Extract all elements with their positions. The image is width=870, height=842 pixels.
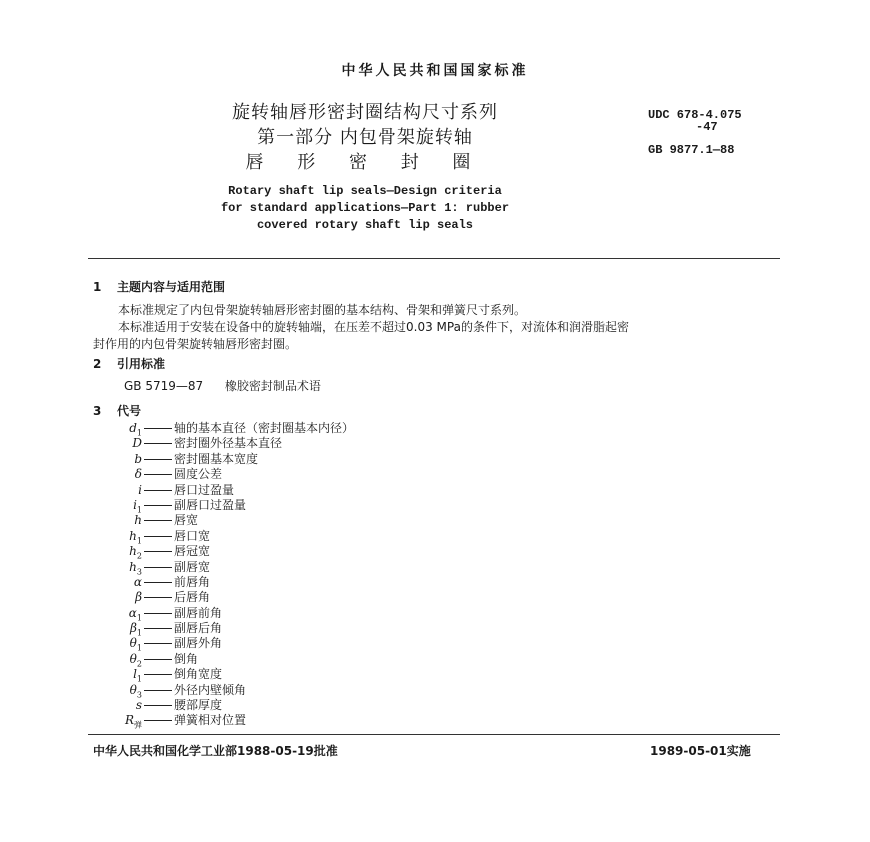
- symbol-desc: 外径内壁倾角: [174, 682, 247, 697]
- symbol: $h_3$: [129, 559, 142, 576]
- symbol-desc: 唇冠宽: [174, 544, 211, 559]
- symbol-row: [98, 667, 354, 682]
- symbol-desc: 副唇前角: [174, 605, 223, 620]
- udc-line-1: UDC 678-4.075: [648, 108, 742, 122]
- section-title: 引用标准: [117, 357, 166, 371]
- section-title: 代号: [117, 404, 142, 418]
- section-2-heading: [93, 355, 165, 372]
- section-number: 3: [93, 404, 102, 418]
- symbol-desc: 副唇后角: [174, 621, 223, 636]
- dash: [144, 613, 172, 614]
- symbol-desc: 密封圈基本宽度: [174, 451, 259, 466]
- dash: [144, 705, 172, 706]
- dash: [144, 520, 172, 521]
- document-title: [150, 100, 580, 175]
- symbol-row: [98, 713, 354, 728]
- footer-divider: [88, 734, 780, 735]
- symbol-desc: 唇口宽: [174, 528, 211, 543]
- dash: [144, 690, 172, 691]
- symbol: $l_1$: [133, 667, 142, 684]
- dash: [144, 474, 172, 475]
- symbol: α: [133, 574, 142, 589]
- symbol: $h_1$: [129, 528, 142, 546]
- symbol-row: [98, 452, 354, 467]
- symbol: $\theta_1$: [129, 636, 142, 653]
- symbol: $d_1$: [129, 421, 142, 438]
- dash: [144, 505, 172, 506]
- symbol: $R_弹$: [124, 713, 142, 730]
- symbol-row: [98, 560, 354, 575]
- section-number: 2: [93, 357, 102, 371]
- symbol-desc: 副唇口过盈量: [174, 497, 247, 512]
- reference-title: 橡胶密封制品术语: [224, 379, 321, 393]
- symbol: D: [132, 436, 142, 451]
- reference-code: GB 5719—87: [124, 379, 204, 393]
- dash: [144, 643, 172, 644]
- symbol-row: [98, 575, 354, 590]
- symbol: b: [134, 451, 142, 466]
- udc-code: [648, 109, 742, 133]
- symbol-row: [98, 683, 354, 698]
- symbol: s: [135, 698, 142, 713]
- section-1-paragraph-2-cont: 封作用的内包骨架旋转轴唇形密封圈。: [93, 337, 298, 351]
- dash: [144, 597, 172, 598]
- symbol-row: [98, 529, 354, 544]
- symbol-desc: 腰部厚度: [174, 698, 223, 713]
- symbol-row: [98, 467, 354, 482]
- symbol-row: [98, 498, 354, 513]
- dash: [144, 459, 172, 460]
- symbol-desc: 密封圈外径基本直径: [174, 436, 283, 451]
- symbol-row: [98, 698, 354, 713]
- symbol-desc: 唇宽: [174, 513, 199, 528]
- english-title: [150, 183, 580, 234]
- symbol: $\beta_1$: [129, 621, 142, 638]
- dash: [144, 428, 172, 429]
- symbol: δ: [134, 467, 142, 482]
- symbol-desc: 副唇宽: [174, 559, 211, 574]
- symbol-list: [98, 421, 354, 729]
- dash: [144, 674, 172, 675]
- standard-type: 中华人民共和国国家标准: [341, 63, 529, 79]
- symbol-desc: 轴的基本直径（密封圈基本内径）: [174, 421, 355, 435]
- title-line-2: 第一部分 内包骨架旋转轴: [257, 127, 473, 148]
- symbol-row: [98, 513, 354, 528]
- symbol-row: [98, 606, 354, 621]
- title-line-1: 旋转轴唇形密封圈结构尺寸系列: [232, 102, 498, 123]
- symbol-row: [98, 636, 354, 651]
- symbol: h: [134, 513, 142, 528]
- dash: [144, 659, 172, 660]
- english-line-2: for standard applications—Part 1: rubber: [220, 201, 510, 215]
- symbol-row: [98, 621, 354, 636]
- udc-line-2: -47: [696, 120, 718, 134]
- symbol: $\theta_2$: [129, 651, 142, 669]
- dash: [144, 551, 172, 552]
- dash: [144, 582, 172, 583]
- section-number: 1: [93, 280, 102, 294]
- symbol-row: [98, 652, 354, 667]
- symbol-desc: 倒角: [174, 651, 199, 666]
- symbol: i: [138, 482, 142, 497]
- dash: [144, 567, 172, 568]
- symbol-desc: 倒角宽度: [174, 667, 223, 682]
- reference-entry: [124, 377, 321, 394]
- dash: [144, 443, 172, 444]
- dash: [144, 628, 172, 629]
- symbol-desc: 后唇角: [174, 590, 211, 605]
- symbol-row: [98, 436, 354, 451]
- symbol: $i_1$: [133, 497, 142, 515]
- section-title: 主题内容与适用范围: [117, 280, 226, 294]
- section-1-paragraph-1: 本标准规定了内包骨架旋转轴唇形密封圈的基本结构、骨架和弹簧尺寸系列。: [118, 303, 527, 317]
- symbol: $\alpha_1$: [128, 605, 142, 623]
- header-divider: [88, 258, 780, 259]
- symbol-row: [98, 421, 354, 436]
- symbol-desc: 圆度公差: [174, 467, 223, 482]
- symbol-desc: 前唇角: [174, 574, 211, 589]
- approval-note: 中华人民共和国化学工业部1988-05-19批准: [93, 744, 338, 758]
- section-3-heading: [93, 402, 141, 419]
- symbol-desc: 唇口过盈量: [174, 482, 235, 497]
- english-line-3: covered rotary shaft lip seals: [256, 218, 474, 232]
- symbol-row: [98, 544, 354, 559]
- symbol: β: [135, 590, 142, 605]
- dash: [144, 720, 172, 721]
- title-line-3: 唇 形 密 封 圈: [245, 152, 485, 173]
- symbol-row: [98, 590, 354, 605]
- symbol: $h_2$: [129, 544, 142, 561]
- symbol: $\theta_3$: [129, 682, 142, 700]
- symbol-desc: 副唇外角: [174, 636, 223, 651]
- english-line-1: Rotary shaft lip seals—Design criteria: [228, 184, 502, 198]
- symbol-desc: 弹簧相对位置: [174, 713, 247, 728]
- dash: [144, 536, 172, 537]
- section-1-heading: [93, 278, 225, 295]
- symbol-row: [98, 483, 354, 498]
- gb-code: GB 9877.1—88: [648, 143, 735, 157]
- section-1-paragraph-2: 本标准适用于安装在设备中的旋转轴端，在压差不超过0.03 MPa的条件下，对流体和润滑脂起密: [118, 320, 629, 334]
- effective-date: 1989-05-01实施: [650, 744, 751, 758]
- dash: [144, 490, 172, 491]
